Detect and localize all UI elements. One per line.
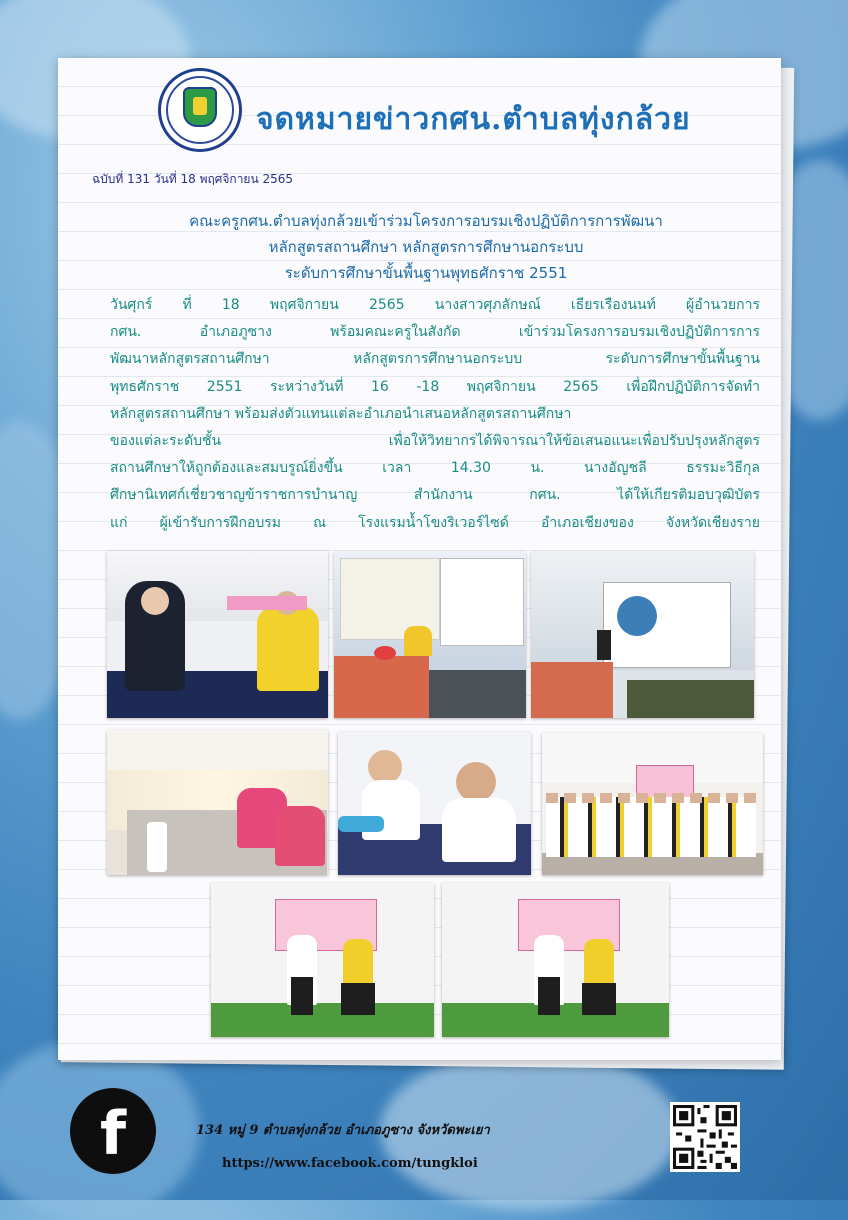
qr-code[interactable]: [670, 1102, 740, 1172]
photo-group-with-certificates: [542, 733, 763, 875]
article-headline: [92, 208, 760, 286]
photo-presentation-screen: [531, 552, 754, 718]
body-line: กศน. อำเภอภูซาง พร้อมคณะครูในสังกัด เข้าร่วมโครงการอบรมเชิงปฏิบัติการการ: [110, 324, 760, 341]
headline-line: คณะครูกศน.ตำบลทุ่งกล้วยเข้าร่วมโครงการอบรมเชิงปฏิบัติการการพัฒนา: [189, 212, 663, 230]
photo-presenter-at-podium: [334, 552, 526, 718]
headline-line: หลักสูตรสถานศึกษา หลักสูตรการศึกษานอกระบบ: [268, 238, 584, 256]
photo-certificate-handover-1: [211, 883, 434, 1037]
school-emblem-logo: [158, 68, 242, 152]
masthead-title: จดหมายข่าวกศน.ตำบลทุ่งกล้วย: [256, 102, 691, 137]
body-line: พุทธศักราช 2551 ระหว่างวันที่ 16 -18 พฤศจิกายน 2565 เพื่อฝึกปฏิบัติการจัดทำ: [110, 378, 760, 395]
footer-facebook-link[interactable]: https://www.facebook.com/tungkloi: [222, 1156, 478, 1171]
headline-line: ระดับการศึกษาขั้นพื้นฐานพุทธศักราช 2551: [284, 264, 568, 282]
body-line: วันศุกร์ ที่ 18 พฤศจิกายน 2565 นางสาวศุภลักษณ์ เธียรเรืองนนท์ ผู้อำนวยการ: [110, 297, 760, 313]
photo-seated-participants: [107, 551, 328, 718]
facebook-icon[interactable]: f: [70, 1088, 156, 1174]
qr-code-pattern: [673, 1105, 737, 1169]
photo-participants-with-materials: [338, 732, 531, 875]
article-body: [110, 292, 760, 537]
emblem-crest: [183, 87, 217, 127]
photo-certificate-handover-2: [442, 883, 669, 1037]
body-line: สถานศึกษาให้ถูกต้องและสมบรูณ์ยิ่งขึ้น เวลา 14.30 น. นางอัญชลี ธรรมะวิธีกุล: [110, 460, 760, 477]
body-line: แก่ ผู้เข้ารับการฝึกอบรม ณ โรงแรมน้ำโขงริเวอร์ไซด์ อำเภอเชียงของ จังหวัดเชียงราย: [110, 514, 760, 531]
body-line: ของแต่ละระดับชั้น เพื่อให้วิทยากรได้พิจารณาให้ข้อเสนอแนะเพื่อปรับปรุงหลักสูตร: [110, 433, 760, 450]
body-line: หลักสูตรสถานศึกษา พร้อมส่งตัวแทนแต่ละอำเภอนำเสนอหลักสูตรสถานศึกษา: [110, 405, 572, 422]
body-line: ศึกษานิเทศก์เชี่ยวชาญข้าราชการบำนาญ สำนักงาน กศน. ได้ให้เกียรติมอบวุฒิบัตร: [110, 487, 760, 504]
footer-address: 134 หมู่ 9 ตำบลทุ่งกล้วย อำเภอภูซาง จังหวัดพะเยา: [196, 1123, 490, 1138]
photo-hall-session: [107, 730, 328, 875]
body-line: พัฒนาหลักสูตรสถานศึกษา หลักสูตรการศึกษานอกระบบ ระดับการศึกษาขั้นพื้นฐาน: [110, 351, 760, 368]
issue-line: ฉบับที่ 131 วันที่ 18 พฤศจิกายน 2565: [92, 172, 294, 186]
